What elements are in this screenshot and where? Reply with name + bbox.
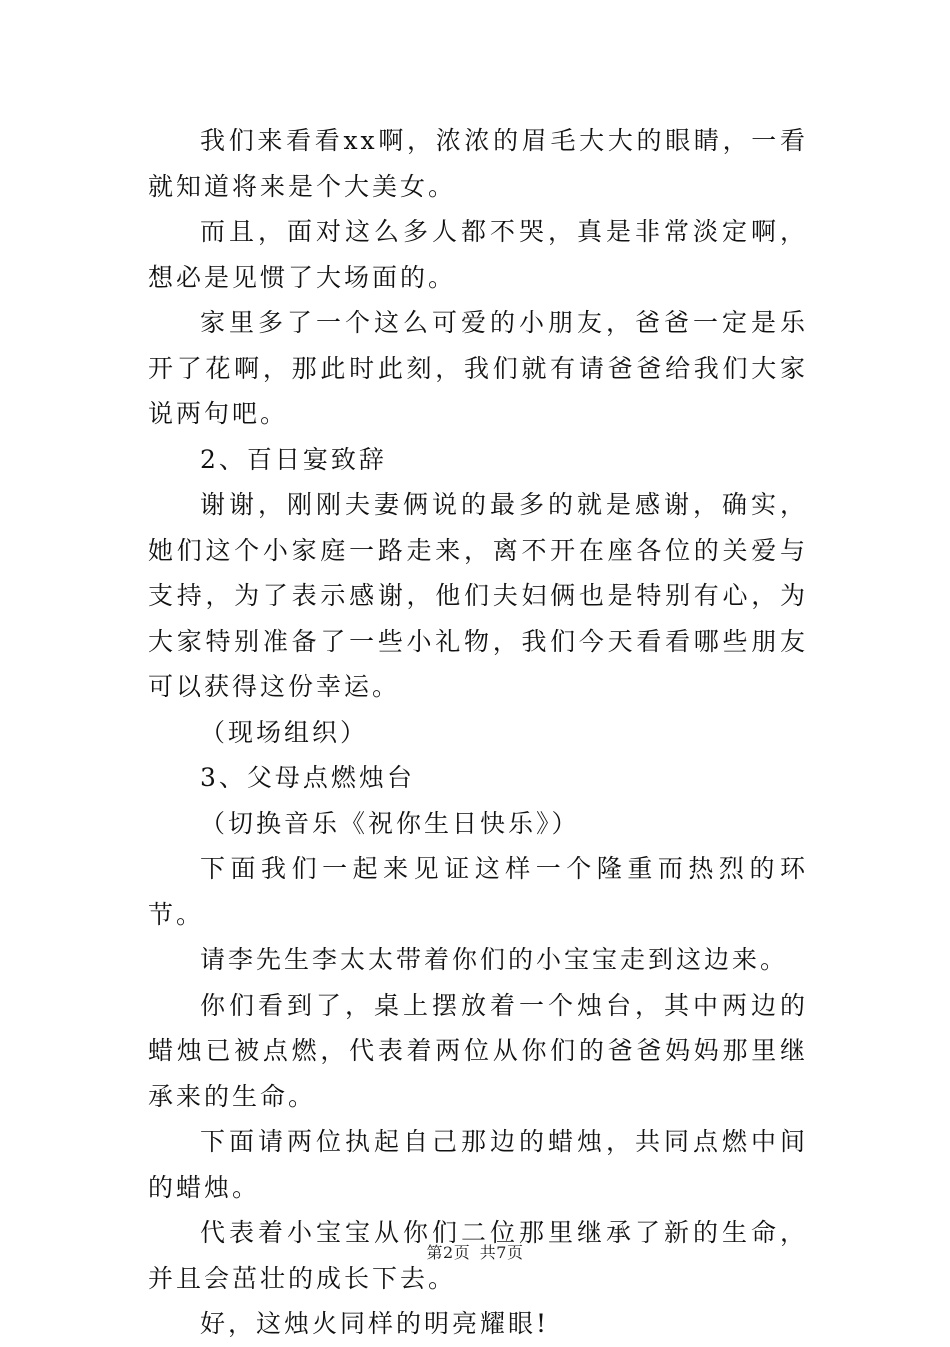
document-body bbox=[148, 118, 808, 1347]
paragraph: 我们来看看xx啊，浓浓的眉毛大大的眼睛，一看就知道将来是个大美女。 bbox=[148, 126, 808, 201]
paragraph: 下面我们一起来见证这样一个隆重而热烈的环节。 bbox=[148, 854, 808, 929]
section-heading: 3、父母点燃烛台 bbox=[200, 763, 415, 792]
paragraph: 你们看到了，桌上摆放着一个烛台，其中两边的蜡烛已被点燃，代表着两位从你们的爸爸妈妈那里继承来的生命。 bbox=[148, 990, 808, 1111]
page-total: 共7页 bbox=[479, 1243, 524, 1262]
paragraph: 下面请两位执起自己那边的蜡烛，共同点燃中间的蜡烛。 bbox=[148, 1127, 808, 1202]
paragraph: 请李先生李太太带着你们的小宝宝走到这边来。 bbox=[200, 945, 789, 974]
stage-direction: （现场组织） bbox=[200, 717, 369, 747]
paragraph: 谢谢，刚刚夫妻俩说的最多的就是感谢，确实，她们这个小家庭一路走来，离不开在座各位的关爱与支持，为了表示感谢，他们夫妇俩也是特别有心，为大家特别准备了一些小礼物，我们今天看看哪些朋友可以获得这份幸运。 bbox=[148, 490, 808, 701]
paragraph: 而且，面对这么多人都不哭，真是非常淡定啊，想必是见惯了大场面的。 bbox=[148, 217, 808, 292]
page-footer bbox=[0, 1240, 950, 1263]
paragraph: 家里多了一个这么可爱的小朋友，爸爸一定是乐开了花啊，那此时此刻，我们就有请爸爸给我们大家说两句吧。 bbox=[148, 308, 808, 428]
section-heading: 2、百日宴致辞 bbox=[200, 444, 387, 474]
paragraph: 代表着小宝宝从你们二位那里继承了新的生命，并且会茁壮的成长下去。 bbox=[148, 1218, 808, 1293]
stage-direction: （切换音乐《祝你生日快乐》） bbox=[200, 808, 580, 838]
page-number: 第2页 bbox=[426, 1243, 471, 1262]
paragraph: 好，这烛火同样的明亮耀眼! bbox=[200, 1309, 550, 1338]
